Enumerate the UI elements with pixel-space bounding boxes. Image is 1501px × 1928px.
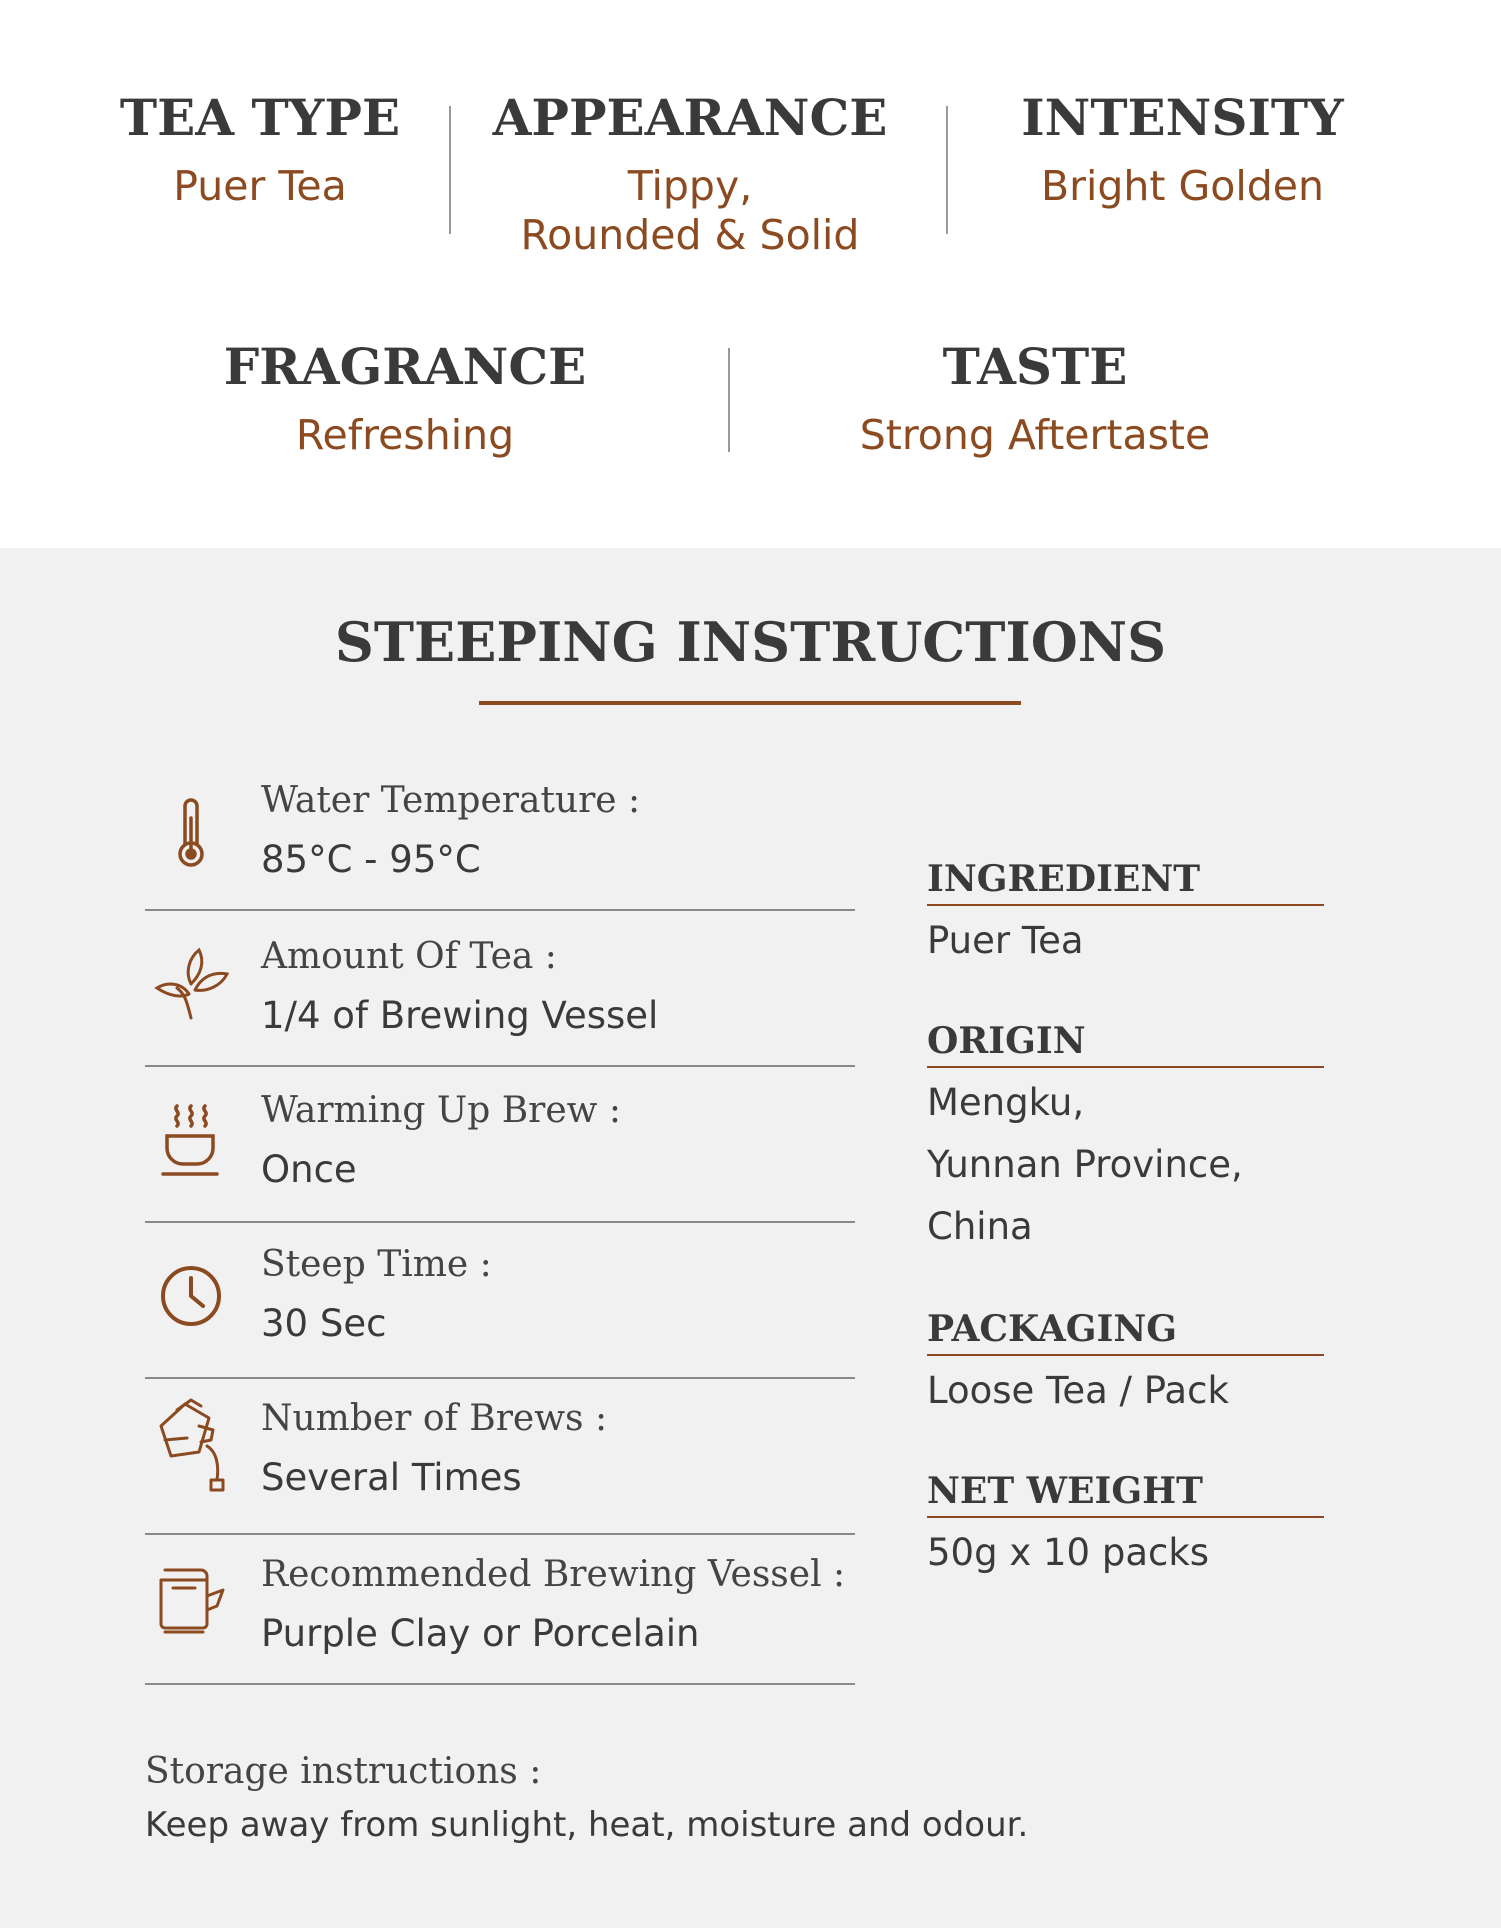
steaming-cup-icon bbox=[151, 1100, 231, 1180]
steeping-title: STEEPING INSTRUCTIONS bbox=[334, 610, 1167, 674]
row-divider bbox=[145, 1377, 855, 1379]
steeping-label: Recommended Brewing Vessel : bbox=[261, 1554, 846, 1595]
pouring-kettle-icon bbox=[151, 1396, 231, 1506]
steeping-label: Amount Of Tea : bbox=[261, 936, 557, 977]
storage-text: Keep away from sunlight, heat, moisture and odour. bbox=[145, 1805, 1029, 1845]
steeping-value: Once bbox=[261, 1148, 357, 1191]
attr-heading: FRAGRANCE bbox=[223, 337, 587, 396]
attr-heading: APPEARANCE bbox=[492, 88, 888, 147]
steeping-section bbox=[0, 548, 1501, 1928]
attr-heading: INTENSITY bbox=[1021, 88, 1344, 147]
steeping-value: 1/4 of Brewing Vessel bbox=[261, 994, 659, 1037]
detail-ingredient bbox=[927, 858, 1324, 972]
detail-value-line: China bbox=[927, 1205, 1033, 1249]
steeping-value: 85°C - 95°C bbox=[261, 838, 481, 881]
attr-value-line2: Rounded & Solid bbox=[520, 211, 860, 260]
row-divider bbox=[145, 1683, 855, 1685]
teapot-icon bbox=[151, 1560, 231, 1640]
steeping-label: Steep Time : bbox=[261, 1244, 492, 1285]
attr-tea-type bbox=[100, 88, 420, 211]
detail-value: Loose Tea / Pack bbox=[927, 1369, 1229, 1413]
title-underline bbox=[479, 701, 1021, 705]
detail-underline bbox=[927, 1066, 1324, 1068]
detail-value-line: Yunnan Province, bbox=[927, 1143, 1243, 1187]
detail-net-weight bbox=[927, 1470, 1324, 1584]
attr-value: Bright Golden bbox=[1041, 162, 1324, 210]
detail-packaging bbox=[927, 1308, 1324, 1422]
tea-attributes-section bbox=[0, 0, 1501, 548]
detail-origin bbox=[927, 1020, 1324, 1258]
divider bbox=[449, 106, 451, 234]
attr-heading: TASTE bbox=[942, 337, 1128, 396]
attr-value-line1: Tippy, bbox=[627, 162, 753, 210]
detail-heading: ORIGIN bbox=[927, 1020, 1086, 1062]
detail-heading: PACKAGING bbox=[927, 1308, 1178, 1350]
steeping-value: Several Times bbox=[261, 1456, 522, 1499]
clock-icon bbox=[151, 1256, 231, 1336]
attr-fragrance bbox=[215, 337, 595, 460]
attr-taste bbox=[825, 337, 1245, 460]
row-divider bbox=[145, 1221, 855, 1223]
steeping-label: Water Temperature : bbox=[261, 780, 641, 821]
detail-underline bbox=[927, 904, 1324, 906]
detail-heading: INGREDIENT bbox=[927, 858, 1201, 900]
thermometer-icon bbox=[151, 794, 231, 874]
detail-value: 50g x 10 packs bbox=[927, 1531, 1210, 1575]
attr-heading: TEA TYPE bbox=[119, 88, 401, 147]
attr-value: Refreshing bbox=[295, 411, 515, 459]
attr-value: Puer Tea bbox=[173, 162, 347, 210]
attr-value: Strong Aftertaste bbox=[859, 411, 1211, 459]
row-divider bbox=[145, 909, 855, 911]
detail-underline bbox=[927, 1516, 1324, 1518]
row-divider bbox=[145, 1533, 855, 1535]
divider bbox=[728, 348, 730, 452]
steeping-label: Number of Brews : bbox=[261, 1398, 608, 1439]
attr-intensity bbox=[1000, 88, 1365, 211]
steeping-value: 30 Sec bbox=[261, 1302, 387, 1345]
attr-appearance bbox=[490, 88, 890, 260]
steeping-value: Purple Clay or Porcelain bbox=[261, 1612, 700, 1655]
divider bbox=[946, 106, 948, 234]
detail-heading: NET WEIGHT bbox=[927, 1470, 1203, 1512]
detail-value-line: Mengku, bbox=[927, 1081, 1085, 1125]
detail-underline bbox=[927, 1354, 1324, 1356]
steeping-label: Warming Up Brew : bbox=[261, 1090, 622, 1131]
detail-value: Puer Tea bbox=[927, 919, 1084, 963]
storage-label: Storage instructions : bbox=[145, 1751, 542, 1792]
row-divider bbox=[145, 1065, 855, 1067]
tea-leaves-icon bbox=[151, 944, 231, 1024]
